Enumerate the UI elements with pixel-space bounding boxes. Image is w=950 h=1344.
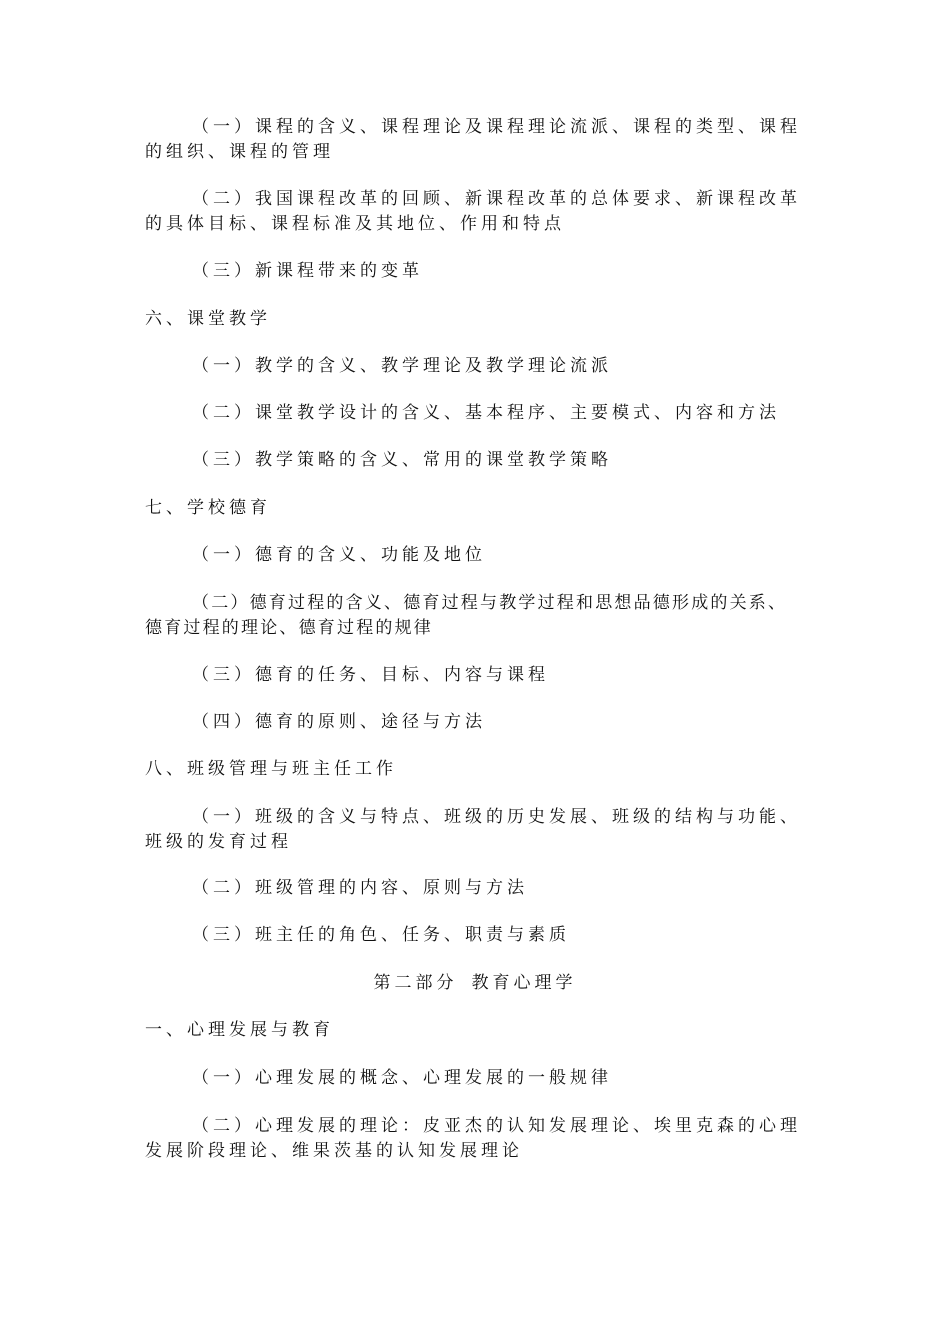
- paragraph-item: （四）德育的原则、途径与方法: [192, 712, 486, 732]
- section-heading: 八、班级管理与班主任工作: [145, 759, 397, 779]
- paragraph-item: （二）心理发展的理论：皮亚杰的认知发展理论、埃里克森的心理发展阶段理论、维果茨基的认知发展理论: [145, 1116, 801, 1161]
- paragraph-item: （三）教学策略的含义、常用的课堂教学策略: [192, 450, 612, 470]
- paragraph-item: （二）课堂教学设计的含义、基本程序、主要模式、内容和方法: [192, 403, 780, 423]
- paragraph-item: （三）德育的任务、目标、内容与课程: [192, 665, 549, 685]
- section-heading: 六、课堂教学: [145, 309, 271, 329]
- part-title-number: 第二部分: [373, 973, 458, 993]
- paragraph-item: （一）德育的含义、功能及地位: [192, 545, 486, 565]
- paragraph-item: （二）班级管理的内容、原则与方法: [192, 878, 528, 898]
- part-title-subject: 教育心理学: [471, 973, 577, 993]
- part-title: [0, 971, 950, 996]
- paragraph-item: （一）班级的含义与特点、班级的历史发展、班级的结构与功能、班级的发育过程: [145, 807, 801, 852]
- section-heading: 一、心理发展与教育: [145, 1020, 334, 1040]
- section-heading: 七、学校德育: [145, 498, 271, 518]
- paragraph-item: （三）新课程带来的变革: [192, 261, 423, 281]
- paragraph-item: （二）我国课程改革的回顾、新课程改革的总体要求、新课程改革的具体目标、课程标准及其地位、作用和特点: [145, 189, 801, 234]
- paragraph-item: （一）教学的含义、教学理论及教学理论流派: [192, 356, 612, 376]
- paragraph-item: （一）课程的含义、课程理论及课程理论流派、课程的类型、课程的组织、课程的管理: [145, 117, 801, 162]
- paragraph-item: （一）心理发展的概念、心理发展的一般规律: [192, 1068, 612, 1088]
- paragraph-item: （二）德育过程的含义、德育过程与教学过程和思想品德形成的关系、德育过程的理论、德育过程的规律: [145, 593, 788, 638]
- paragraph-item: （三）班主任的角色、任务、职责与素质: [192, 925, 570, 945]
